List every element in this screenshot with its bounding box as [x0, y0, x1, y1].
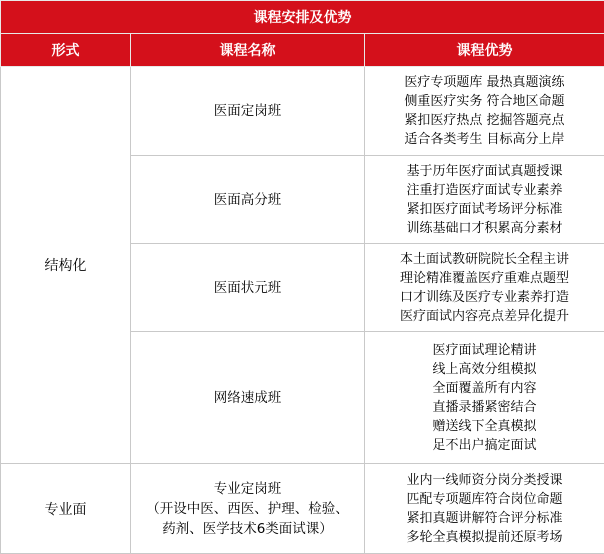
- course-advantages-cell: [365, 244, 604, 332]
- course-name: 专业定岗班: [131, 479, 364, 499]
- advantage-line: 基于历年医疗面试真题授课: [365, 162, 604, 181]
- header-course-name: 课程名称: [131, 34, 365, 67]
- advantage-line: 侧重医疗实务 符合地区命题: [365, 92, 604, 111]
- advantage-line: 线上高效分组模拟: [365, 360, 604, 379]
- advantage-line: 业内一线师资分岗分类授课: [365, 471, 604, 490]
- advantage-line: 口才训练及医疗专业素养打造: [365, 288, 604, 307]
- course-name-note: （开设中医、西医、护理、检验、: [131, 499, 364, 519]
- course-name: 医面状元班: [131, 278, 364, 298]
- advantage-line: 匹配专项题库符合岗位命题: [365, 490, 604, 509]
- course-name: 网络速成班: [131, 388, 364, 408]
- table-title: 课程安排及优势: [1, 1, 604, 34]
- advantage-line: 医疗面试内容亮点差异化提升: [365, 307, 604, 326]
- advantage-line: 紧扣医疗热点 挖掘答题亮点: [365, 111, 604, 130]
- table-title-row: [1, 1, 604, 34]
- course-name: 医面定岗班: [131, 101, 364, 121]
- course-name-cell: [131, 156, 365, 244]
- advantage-line: 赠送线下全真模拟: [365, 417, 604, 436]
- advantage-line: 多轮全真模拟提前还原考场: [365, 528, 604, 547]
- type-cell-professional: 专业面: [1, 464, 131, 554]
- advantage-line: 适合各类考生 目标高分上岸: [365, 130, 604, 149]
- course-advantages-cell: [365, 67, 604, 156]
- header-advantages: 课程优势: [365, 34, 604, 67]
- advantage-line: 理论精准覆盖医疗重难点题型: [365, 269, 604, 288]
- table-header-row: [1, 34, 604, 67]
- course-name-cell: [131, 464, 365, 554]
- advantage-line: 足不出户搞定面试: [365, 436, 604, 455]
- course-name-note: 药剂、医学技术6类面试课）: [131, 519, 364, 539]
- course-advantages-cell: [365, 332, 604, 464]
- course-name-cell: [131, 332, 365, 464]
- advantage-line: 全面覆盖所有内容: [365, 379, 604, 398]
- course-advantages-cell: [365, 464, 604, 554]
- advantage-line: 训练基础口才积累高分素材: [365, 219, 604, 238]
- type-cell-structured: 结构化: [1, 67, 131, 464]
- advantage-line: 紧扣真题讲解符合评分标准: [365, 509, 604, 528]
- advantage-line: 紧扣医疗面试考场评分标准: [365, 200, 604, 219]
- advantage-line: 医疗面试理论精讲: [365, 341, 604, 360]
- advantage-line: 注重打造医疗面试专业素养: [365, 181, 604, 200]
- course-name: 医面高分班: [131, 190, 364, 210]
- advantage-line: 直播录播紧密结合: [365, 398, 604, 417]
- header-type: 形式: [1, 34, 131, 67]
- course-name-cell: [131, 67, 365, 156]
- advantage-line: 本土面试教研院院长全程主讲: [365, 250, 604, 269]
- table-row: [1, 464, 604, 554]
- course-name-cell: [131, 244, 365, 332]
- table-row: [1, 67, 604, 156]
- advantage-line: 医疗专项题库 最热真题演练: [365, 73, 604, 92]
- course-advantages-cell: [365, 156, 604, 244]
